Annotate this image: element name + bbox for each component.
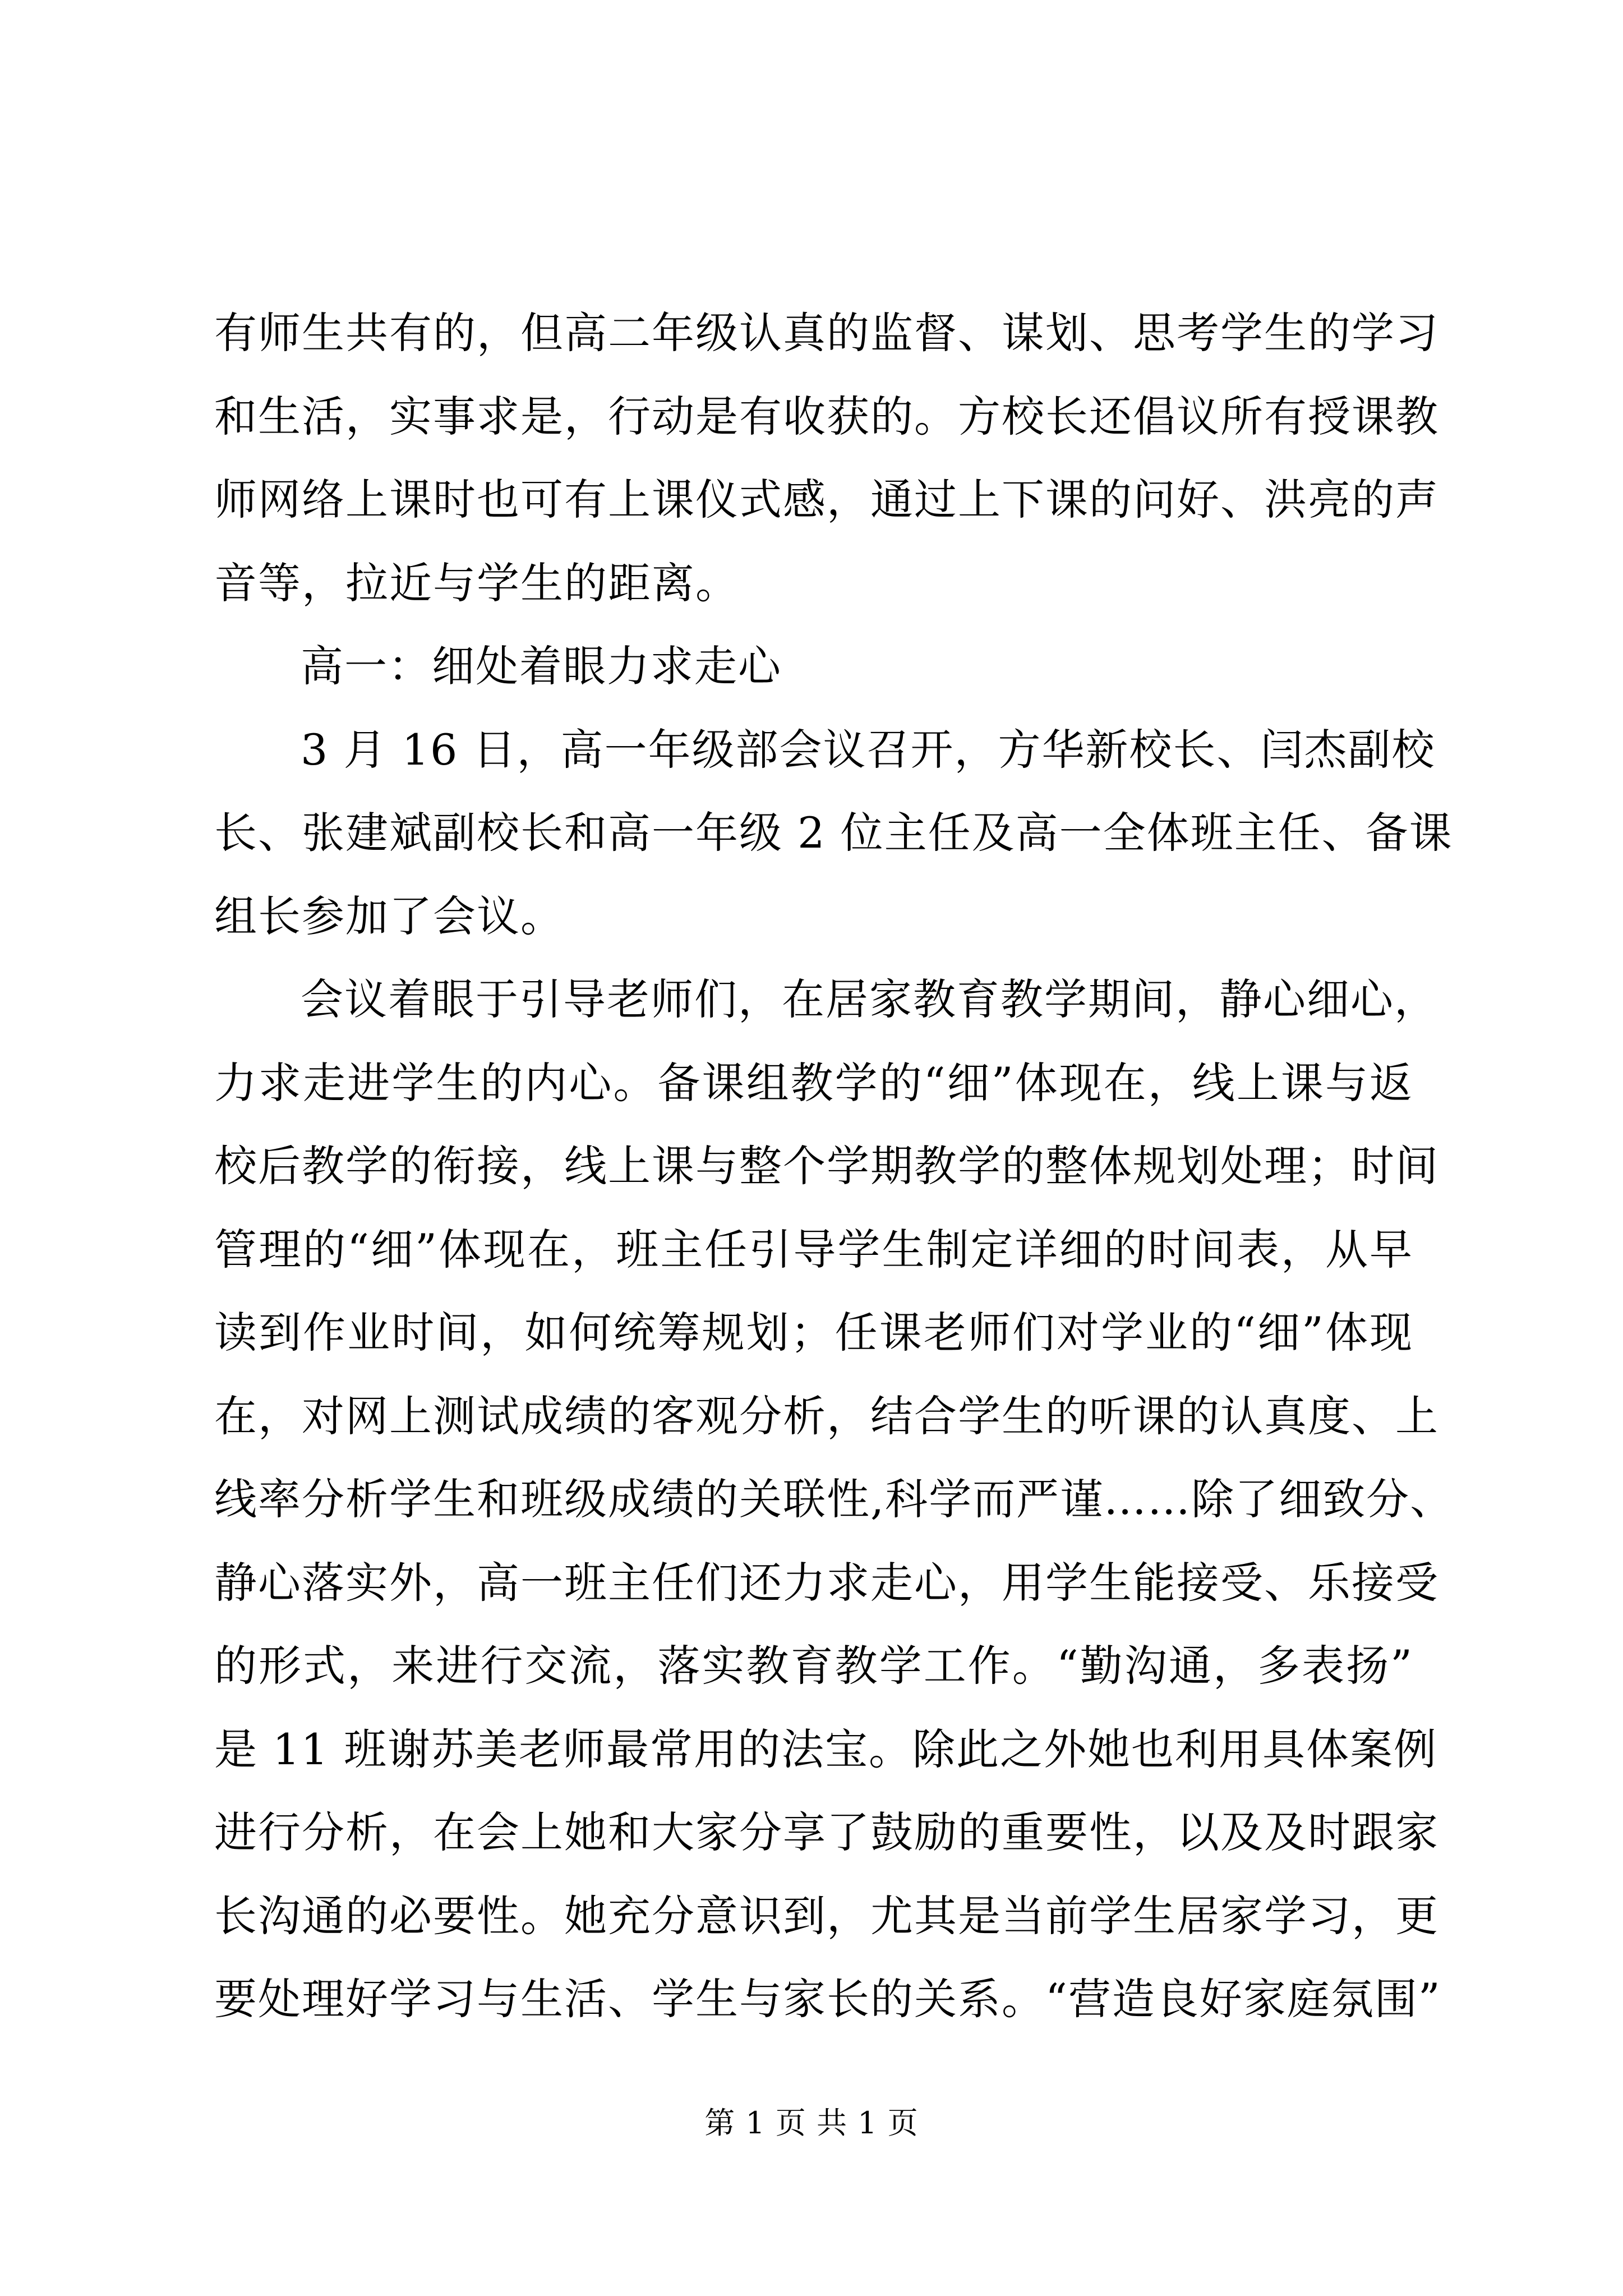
- paragraph-line: 和生活，实事求是，行动是有收获的。方校长还倡议所有授课教: [214, 391, 1439, 441]
- paragraph-line: 有师生共有的，但高二年级认真的监督、谋划、思考学生的学习: [214, 308, 1439, 358]
- paragraph-line: 3 月 16 日，高一年级部会议召开，方华新校长、闫杰副校: [301, 724, 1436, 775]
- paragraph-line: 力求走进学生的内心。备课组教学的“细”体现在，线上课与返: [214, 1057, 1413, 1108]
- paragraph-line: 长沟通的必要性。她充分意识到，尤其是当前学生居家学习，更: [214, 1890, 1439, 1941]
- paragraph-line: 音等，拉近与学生的距离。: [214, 558, 739, 608]
- paragraph-line: 组长参加了会议。: [214, 891, 564, 941]
- paragraph-line: 长、张建斌副校长和高一年级 2 位主任及高一全体班主任、备课: [214, 808, 1453, 858]
- paragraph-line: 线率分析学生和班级成绩的关联性,科学而严谨……除了细致分、: [214, 1474, 1454, 1524]
- paragraph-line: 师网络上课时也可有上课仪式感，通过上下课的问好、洪亮的声: [214, 475, 1439, 524]
- paragraph-line: 要处理好学习与生活、学生与家长的关系。“营造良好家庭氛围”: [214, 1974, 1441, 2024]
- document-body: [214, 292, 1454, 2041]
- paragraph-line: 校后教学的衔接，线上课与整个学期教学的整体规划处理；时间: [214, 1141, 1439, 1191]
- paragraph-line: 在，对网上测试成绩的客观分析，结合学生的听课的认真度、上: [214, 1391, 1439, 1441]
- paragraph-line: 读到作业时间，如何统筹规划；任课老师们对学业的“细”体现: [214, 1308, 1413, 1358]
- page-footer: 第 1 页 共 1 页: [704, 2105, 919, 2141]
- paragraph-line: 进行分析，在会上她和大家分享了鼓励的重要性，以及及时跟家: [214, 1807, 1439, 1857]
- paragraph-line: 管理的“细”体现在，班主任引导学生制定详细的时间表，从早: [214, 1224, 1413, 1274]
- paragraph-line: 会议着眼于引导老师们，在居家教育教学期间，静心细心，: [301, 974, 1438, 1024]
- paragraph-line: 是 11 班谢苏美老师最常用的法宝。除此之外她也利用具体案例: [214, 1724, 1438, 1774]
- paragraph-line: 静心落实外，高一班主任们还力求走心，用学生能接受、乐接受: [214, 1557, 1439, 1608]
- paragraph-line: 的形式，来进行交流，落实教育教学工作。“勤沟通，多表扬”: [214, 1641, 1413, 1691]
- section-heading: 高一：细处着眼力求走心: [301, 641, 782, 691]
